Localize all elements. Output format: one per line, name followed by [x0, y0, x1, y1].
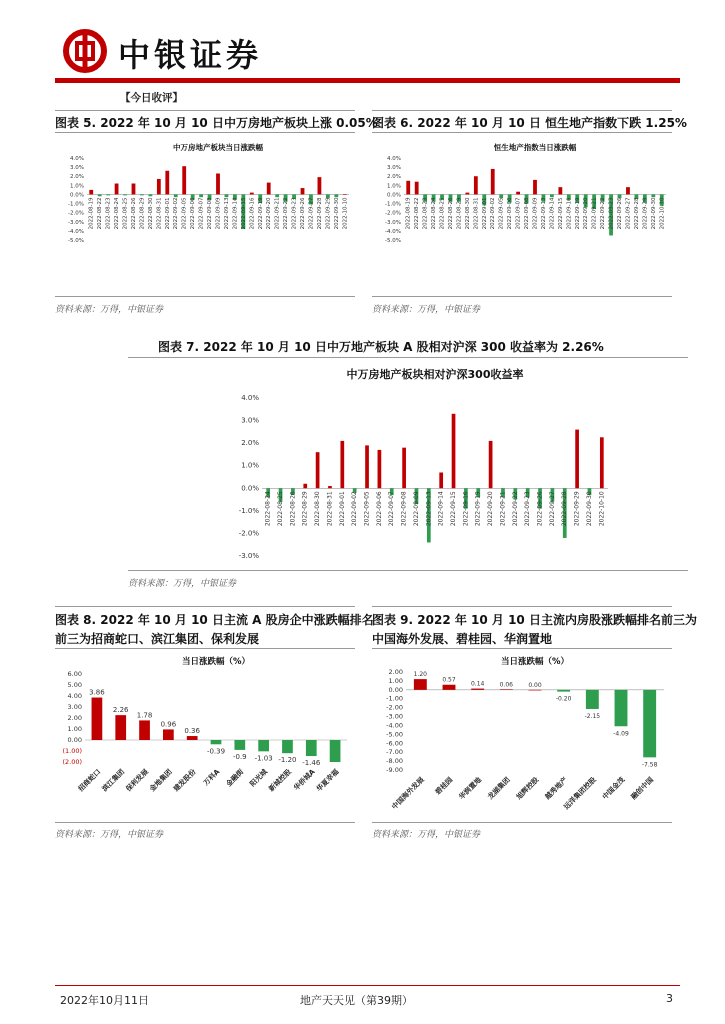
bar	[115, 715, 126, 740]
x-tick-label: 2022-08-30	[147, 197, 154, 230]
x-tick-label: 2022-09-14	[437, 491, 445, 527]
y-tick-label: -1.0%	[68, 201, 84, 208]
x-tick-label: 2022-09-28	[316, 197, 323, 230]
fig5-caption-rule	[55, 132, 355, 133]
x-tick-label: 2022-09-23	[524, 491, 532, 527]
x-tick-label: 2022-09-22	[511, 491, 519, 527]
x-tick-label: 融创中国	[629, 775, 656, 802]
y-tick-label: -7.00	[386, 748, 403, 757]
x-tick-label: 保利发展	[124, 767, 150, 794]
bar	[187, 736, 198, 740]
brand-name: 中银证券	[118, 36, 263, 74]
chart-hs-property	[372, 138, 672, 298]
header-divider	[55, 78, 680, 83]
x-tick-label: 2022-09-06	[375, 491, 383, 527]
fig9-top-rule	[372, 606, 672, 607]
bar	[529, 690, 542, 691]
footer-rule	[55, 985, 680, 986]
bar	[615, 690, 628, 726]
bar	[550, 194, 554, 197]
y-tick-label: 3.00	[67, 703, 82, 711]
fig8-source: 资料来源：万得，中银证券	[55, 830, 164, 840]
x-tick-label: 碧桂园	[433, 775, 455, 797]
x-tick-label: 2022-09-29	[325, 197, 332, 230]
x-tick-label: 2022-08-23	[422, 197, 429, 230]
fig6-bottom-rule	[372, 296, 672, 297]
data-label: -1.20	[278, 756, 297, 765]
bar	[258, 740, 269, 751]
bar	[250, 193, 254, 195]
x-tick-label: 2022-08-25	[439, 197, 446, 230]
logo	[62, 28, 108, 74]
x-tick-label: 金融街	[224, 767, 246, 789]
bank-logo-icon	[62, 28, 108, 74]
fig6-top-rule	[372, 110, 672, 111]
bar	[557, 690, 570, 692]
fig5-source: 资料来源：万得，中银证券	[55, 305, 164, 315]
x-tick-label: 2022-09-19	[574, 197, 581, 230]
x-tick-label: 万科A	[202, 767, 222, 788]
bar	[199, 194, 203, 197]
x-tick-label: 2022-08-25	[122, 197, 129, 230]
bar	[106, 194, 110, 195]
fig9-caption-line1: 图表 9. 2022 年 10 月 10 日主流内房股涨跌幅排名前三为	[372, 613, 697, 627]
x-tick-label: 招商蛇口	[76, 767, 103, 794]
x-tick-label: 华侨城A	[292, 767, 317, 793]
bar	[365, 445, 369, 488]
chart-hk-developers	[372, 652, 672, 822]
data-label: 0.06	[499, 681, 514, 689]
fig9-source: 资料来源：万得，中银证券	[372, 830, 481, 840]
bar	[306, 740, 317, 756]
fig5-top-rule	[55, 110, 355, 111]
chart-title: 当日涨跌幅（%）	[181, 657, 251, 667]
bar	[174, 194, 178, 197]
x-tick-label: 2022-09-07	[515, 197, 522, 230]
bar	[139, 720, 150, 740]
data-label: 2.26	[112, 706, 129, 715]
data-label: -0.20	[555, 695, 572, 703]
bar	[439, 472, 443, 488]
bar	[334, 194, 338, 197]
x-tick-label: 2022-09-06	[507, 197, 514, 230]
chart-relative-csi300	[228, 362, 618, 572]
x-tick-label: 2022-09-28	[633, 197, 640, 230]
x-tick-label: 2022-09-02	[351, 491, 359, 527]
x-tick-label: 2022-08-31	[156, 197, 163, 230]
y-tick-label: -8.00	[386, 757, 403, 766]
x-tick-label: 2022-09-15	[240, 197, 247, 230]
y-tick-label: 5.00	[67, 681, 82, 689]
bar	[651, 194, 655, 197]
data-label: 0.36	[184, 727, 200, 736]
fig6-caption: 图表 6. 2022 年 10 月 10 日 恒生地产指数下跌 1.25%	[372, 116, 687, 130]
y-tick-label: 1.0%	[241, 461, 259, 470]
y-tick-label: 2.0%	[387, 174, 401, 181]
x-tick-label: 2022-08-23	[105, 197, 112, 230]
bar	[452, 414, 456, 488]
bar	[406, 181, 410, 195]
y-tick-label: 1.00	[388, 676, 403, 685]
y-tick-label: 0.0%	[70, 192, 84, 199]
x-tick-label: 2022-08-24	[431, 197, 438, 230]
x-tick-label: 2022-09-22	[600, 197, 607, 230]
x-tick-label: 2022-09-09	[412, 491, 420, 527]
x-tick-label: 2022-08-29	[301, 491, 309, 527]
y-tick-label: -2.0%	[385, 210, 401, 217]
fig6-source: 资料来源：万得，中银证券	[372, 305, 481, 315]
y-tick-label: -1.0%	[385, 201, 401, 208]
x-tick-label: 2022-09-16	[566, 197, 573, 230]
y-tick-label: (2.00)	[62, 758, 82, 766]
x-tick-label: 华润置地	[457, 775, 484, 802]
y-tick-label: -3.00	[386, 712, 403, 721]
x-tick-label: 远洋集团控股	[562, 775, 598, 812]
x-tick-label: 旭辉控股	[514, 775, 541, 802]
bar	[182, 166, 186, 194]
bar	[318, 177, 322, 194]
x-tick-label: 2022-08-31	[473, 197, 480, 230]
x-tick-label: 建发股份	[172, 767, 198, 794]
bar	[165, 171, 169, 195]
x-tick-label: 2022-09-20	[487, 491, 495, 527]
bar	[275, 194, 279, 197]
x-tick-label: 2022-09-01	[481, 197, 488, 230]
bar	[402, 448, 406, 489]
chart-sector-daily	[55, 138, 355, 298]
x-tick-label: 2022-08-29	[456, 197, 463, 230]
fig7-caption-rule	[128, 357, 688, 358]
fig5-bottom-rule	[55, 296, 355, 297]
footer-date: 2022年10月11日	[60, 994, 149, 1007]
x-tick-label: 2022-10-10	[659, 197, 666, 230]
data-label: -7.58	[641, 761, 658, 769]
y-tick-label: 4.0%	[241, 394, 259, 402]
x-tick-label: 中国金茂	[600, 775, 627, 802]
x-tick-label: 2022-09-15	[557, 197, 564, 230]
y-tick-label: 1.00	[67, 725, 82, 733]
data-label: -1.46	[302, 759, 321, 768]
y-tick-label: 2.0%	[70, 174, 84, 181]
bar	[600, 437, 604, 488]
y-tick-label: 0.00	[67, 736, 82, 744]
x-tick-label: 2022-08-24	[114, 197, 121, 230]
fig9-caption-line2: 中国海外发展、碧桂园、华润置地	[372, 632, 553, 646]
fig8-caption-rule	[55, 648, 355, 649]
bar	[123, 194, 127, 195]
data-label: 0.57	[442, 676, 456, 684]
y-tick-label: -4.0%	[68, 228, 84, 235]
data-label: -2.15	[584, 712, 601, 720]
bar	[267, 183, 271, 195]
y-tick-label: 2.00	[388, 668, 403, 676]
x-tick-label: 阳光城	[248, 767, 270, 789]
y-tick-label: 1.0%	[70, 183, 84, 190]
x-tick-label: 2022-09-26	[536, 491, 544, 527]
y-tick-label: 1.0%	[387, 183, 401, 190]
fig5-caption: 图表 5. 2022 年 10 月 10 日中万房地产板块上涨 0.05%	[55, 116, 378, 130]
x-tick-label: 龙湖集团	[486, 775, 512, 802]
bar	[140, 194, 144, 195]
bar	[328, 486, 332, 488]
y-tick-label: -3.0%	[238, 552, 259, 560]
y-tick-label: 6.00	[67, 670, 82, 678]
bar	[303, 484, 307, 489]
x-tick-label: 2022-09-05	[181, 197, 188, 230]
x-tick-label: 金地集团	[148, 767, 174, 794]
x-tick-label: 2022-09-14	[232, 197, 239, 230]
y-tick-label: 0.00	[388, 685, 403, 694]
bar	[157, 179, 161, 194]
x-tick-label: 2022-09-06	[190, 197, 197, 230]
y-tick-label: -9.00	[386, 766, 403, 774]
x-tick-label: 2022-09-13	[223, 197, 230, 230]
bar	[89, 190, 93, 195]
x-tick-label: 2022-09-30	[333, 197, 340, 230]
y-tick-label: 3.0%	[241, 416, 259, 425]
y-tick-label: 2.00	[67, 714, 82, 722]
x-tick-label: 新城控股	[267, 767, 293, 794]
x-tick-label: 2022-09-30	[650, 197, 657, 230]
bar	[225, 194, 229, 197]
bar	[340, 441, 344, 488]
x-tick-label: 2022-10-10	[342, 197, 349, 230]
fig8-bottom-rule	[55, 822, 355, 823]
bar	[98, 194, 102, 196]
fig9-bottom-rule	[372, 822, 672, 823]
x-tick-label: 2022-09-29	[573, 491, 581, 527]
fig7-caption: 图表 7. 2022 年 10 月 10 日中万地产板块 A 股相对沪深 300 收益率为 2.26%	[158, 340, 604, 354]
x-tick-label: 2022-09-07	[198, 197, 205, 230]
x-tick-label: 滨江集团	[100, 767, 127, 794]
y-tick-label: -4.0%	[385, 228, 401, 235]
x-tick-label: 2022-09-14	[549, 197, 556, 230]
bar	[415, 182, 419, 195]
y-tick-label: 4.0%	[70, 156, 84, 162]
x-tick-label: 2022-09-27	[308, 197, 315, 230]
x-tick-label: 2022-09-08	[524, 197, 531, 230]
bar	[378, 450, 382, 488]
chart-title: 中万房地产板块当日涨跌幅	[173, 143, 263, 152]
x-tick-label: 2022-09-13	[425, 491, 433, 527]
x-tick-label: 2022-09-07	[388, 491, 396, 527]
y-tick-label: -2.0%	[68, 210, 84, 217]
chart-title: 当日涨跌幅（%）	[500, 657, 570, 667]
x-tick-label: 2022-09-28	[561, 491, 569, 527]
bar	[533, 180, 537, 195]
x-tick-label: 2022-09-15	[450, 491, 458, 527]
x-tick-label: 华夏幸福	[315, 767, 341, 794]
x-tick-label: 2022-09-01	[164, 197, 171, 230]
data-label: 1.78	[136, 711, 153, 720]
x-tick-label: 2022-09-16	[249, 197, 256, 230]
fig7-bottom-rule	[128, 570, 688, 571]
x-tick-label: 2022-08-31	[326, 491, 334, 527]
bar	[471, 689, 484, 690]
x-tick-label: 2022-09-30	[585, 491, 593, 527]
x-tick-label: 2022-09-16	[462, 491, 470, 527]
x-tick-label: 2022-08-26	[289, 491, 297, 527]
x-tick-label: 中国海外发展	[390, 775, 426, 812]
data-label: 0.96	[160, 720, 177, 729]
x-tick-label: 2022-08-26	[130, 197, 137, 230]
y-tick-label: 0.0%	[387, 192, 401, 199]
fig9-caption-rule	[372, 648, 672, 649]
x-tick-label: 2022-09-26	[300, 197, 307, 230]
bar	[586, 690, 599, 709]
fig8-caption-line1: 图表 8. 2022 年 10 月 10 日主流 A 股房企中涨跌幅排名	[55, 613, 374, 627]
bar	[163, 729, 174, 740]
bar	[500, 689, 513, 690]
bar	[491, 169, 495, 195]
chart-title: 中万房地产板块相对沪深300收益率	[346, 368, 524, 381]
y-tick-label: (1.00)	[62, 747, 82, 755]
x-tick-label: 2022-08-24	[264, 491, 272, 527]
bar	[558, 187, 562, 194]
x-tick-label: 2022-09-02	[490, 197, 497, 230]
y-tick-label: -5.0%	[68, 238, 84, 244]
x-tick-label: 2022-09-13	[540, 197, 547, 230]
x-tick-label: 2022-09-20	[583, 197, 590, 230]
data-label: 0.14	[470, 680, 485, 688]
x-tick-label: 2022-09-27	[548, 491, 556, 527]
bar	[148, 194, 152, 196]
section-label: 【今日收评】	[120, 92, 183, 104]
x-tick-label: 2022-09-29	[642, 197, 649, 230]
x-tick-label: 2022-09-19	[474, 491, 482, 527]
x-tick-label: 2022-08-30	[314, 491, 322, 527]
bar	[516, 192, 520, 195]
x-tick-label: 2022-09-01	[338, 491, 346, 527]
y-tick-label: -2.00	[386, 703, 403, 712]
bar	[282, 740, 293, 753]
y-tick-label: 4.0%	[387, 156, 401, 162]
bar	[626, 187, 630, 194]
y-tick-label: -3.0%	[68, 219, 84, 226]
bar	[234, 740, 245, 750]
fig7-source: 资料来源：万得，中银证券	[128, 579, 237, 589]
chart-title: 恒生地产指数当日涨跌幅	[493, 143, 577, 152]
y-tick-label: 3.0%	[387, 165, 401, 172]
bar	[211, 740, 222, 744]
y-tick-label: 3.0%	[70, 165, 84, 172]
chart-a-share-developers	[55, 652, 355, 822]
y-tick-label: -5.0%	[385, 238, 401, 244]
bar	[132, 184, 136, 195]
bar	[316, 452, 320, 488]
y-tick-label: -5.00	[386, 730, 403, 739]
bar	[489, 441, 493, 488]
fig8-top-rule	[55, 606, 355, 607]
x-tick-label: 越秀地产	[543, 775, 570, 802]
bar	[343, 194, 347, 195]
bar	[92, 698, 103, 740]
x-tick-label: 2022-09-26	[617, 197, 624, 230]
x-tick-label: 2022-08-22	[414, 197, 421, 230]
bar	[474, 176, 478, 194]
x-tick-label: 2022-08-19	[88, 197, 95, 230]
y-tick-label: 2.0%	[241, 439, 259, 448]
data-label: -4.09	[613, 730, 629, 738]
x-tick-label: 2022-08-26	[447, 197, 454, 230]
bar	[575, 430, 579, 489]
footer-title: 地产天天见（第39期）	[300, 994, 413, 1007]
x-tick-label: 2022-09-21	[591, 197, 598, 230]
y-tick-label: 4.00	[67, 692, 82, 700]
bar	[643, 690, 656, 758]
x-tick-label: 2022-09-09	[215, 197, 222, 230]
bar	[414, 679, 427, 690]
bar	[301, 188, 305, 194]
x-tick-label: 2022-09-21	[499, 491, 507, 527]
x-tick-label: 2022-09-23	[291, 197, 298, 230]
data-label: -0.9	[232, 752, 247, 761]
data-label: -1.03	[254, 754, 273, 763]
bar	[443, 685, 456, 690]
x-tick-label: 2022-08-22	[97, 197, 104, 230]
x-tick-label: 2022-09-08	[400, 491, 408, 527]
x-tick-label: 2022-09-09	[532, 197, 539, 230]
bar	[115, 184, 119, 195]
x-tick-label: 2022-09-02	[173, 197, 180, 230]
x-tick-label: 2022-08-19	[405, 197, 412, 230]
x-tick-label: 2022-09-05	[363, 491, 371, 527]
y-tick-label: -1.00	[386, 694, 403, 703]
footer-page: 3	[666, 992, 673, 1005]
x-tick-label: 2022-09-23	[608, 197, 615, 230]
y-tick-label: -2.0%	[238, 529, 259, 538]
fig8-caption-line2: 前三为招商蛇口、滨江集团、保利发展	[55, 632, 260, 646]
x-tick-label: 2022-09-19	[257, 197, 264, 230]
y-tick-label: -1.0%	[238, 506, 259, 515]
x-tick-label: 2022-08-30	[464, 197, 471, 230]
y-tick-label: -4.00	[386, 721, 403, 730]
bar	[330, 740, 341, 762]
x-tick-label: 2022-08-25	[277, 491, 285, 527]
y-tick-label: 0.0%	[241, 484, 259, 493]
x-tick-label: 2022-09-27	[625, 197, 632, 230]
y-tick-label: -6.00	[386, 739, 403, 748]
x-tick-label: 2022-08-29	[139, 197, 146, 230]
data-label: 0.00	[528, 681, 542, 689]
x-tick-label: 2022-09-05	[498, 197, 505, 230]
x-tick-label: 2022-10-10	[598, 491, 606, 527]
x-tick-label: 2022-09-21	[274, 197, 281, 230]
data-label: 1.20	[413, 671, 428, 679]
fig6-caption-rule	[372, 132, 672, 133]
data-label: -0.39	[206, 747, 226, 756]
bar	[216, 173, 220, 194]
x-tick-label: 2022-09-22	[283, 197, 290, 230]
x-tick-label: 2022-09-08	[207, 197, 214, 230]
bar	[465, 193, 469, 195]
x-tick-label: 2022-09-20	[266, 197, 273, 230]
data-label: 3.86	[89, 688, 105, 697]
y-tick-label: -3.0%	[385, 219, 401, 226]
